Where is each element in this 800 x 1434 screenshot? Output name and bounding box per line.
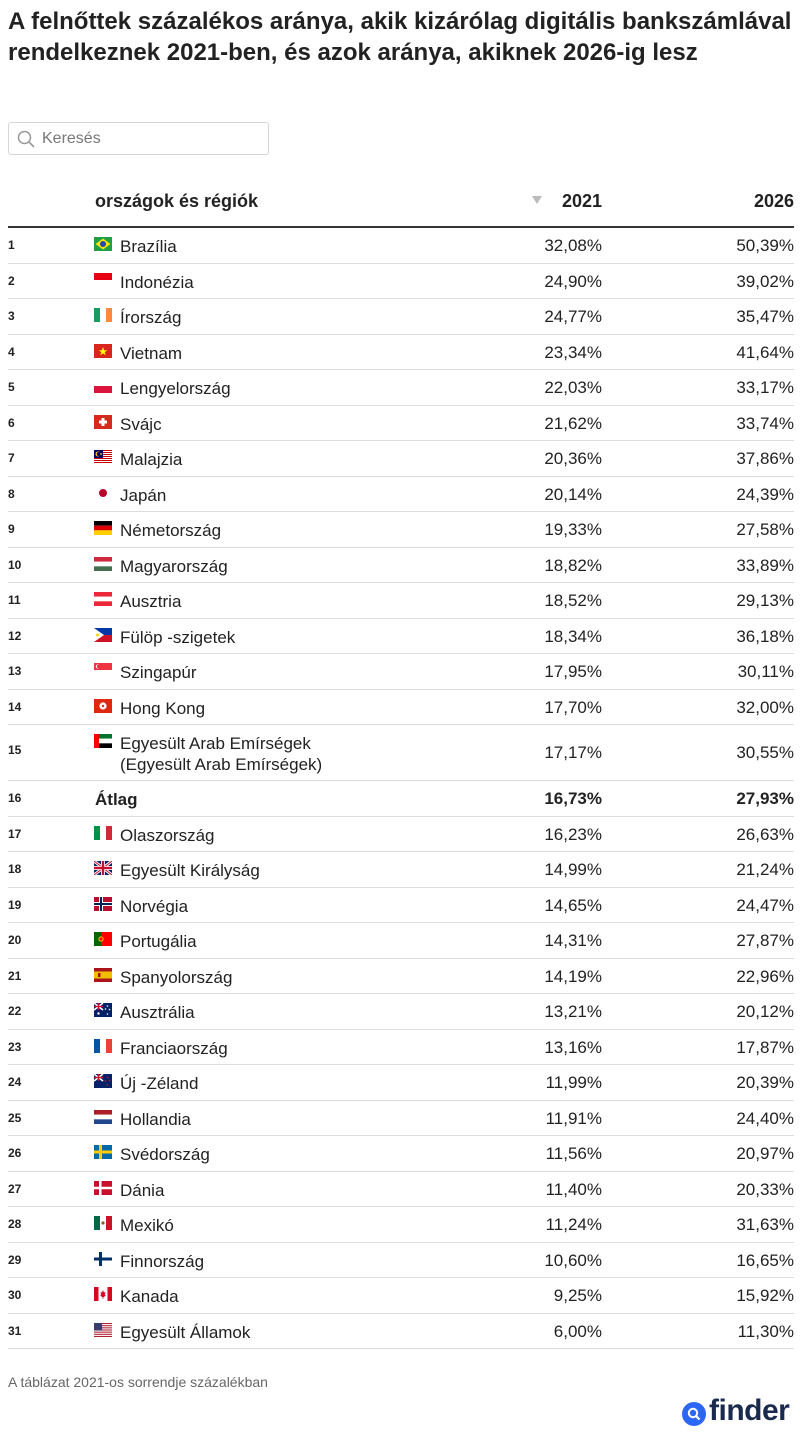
row-country-name: Malajzia (120, 450, 183, 469)
row-country-name: Olaszország (120, 825, 215, 845)
row-value-2021: 11,24% (545, 1215, 602, 1234)
row-rank: 18 (8, 862, 22, 876)
mexico-flag-icon (94, 1216, 112, 1230)
table-row (8, 583, 794, 619)
row-country-name: Svájc (120, 414, 162, 434)
table-row (8, 1065, 794, 1101)
table-row (8, 406, 794, 442)
vietnam-flag-icon (94, 344, 112, 358)
row-value-2026: 41,64% (736, 342, 794, 362)
row-value-2021: 22,03% (544, 378, 602, 397)
row-country-name: Egyesült Királyság (120, 861, 260, 880)
spain-flag-icon (94, 968, 112, 982)
row-value-2021: 18,82% (544, 555, 602, 575)
row-country-name: Egyesült Arab Emírségek (Egyesült Arab Emírségek) (120, 734, 323, 774)
row-value-2021: 24,77% (544, 307, 602, 326)
row-value-2021: 16,23% (544, 824, 602, 844)
row-value-2021: 17,70% (544, 697, 602, 717)
row-value-2026: 33,89% (736, 555, 794, 575)
row-country-name: Vietnam (120, 343, 183, 363)
row-value-2021: 13,16% (544, 1037, 602, 1057)
search-icon (17, 130, 35, 148)
table-row (8, 228, 794, 264)
row-country-name: Kanada (120, 1287, 179, 1306)
row-value-2021: 18,34% (544, 626, 602, 646)
row-country-name: Norvégia (120, 896, 189, 916)
finder-logo-icon (682, 1402, 706, 1426)
table-row (8, 264, 794, 300)
indonesia-flag-icon (94, 273, 112, 287)
column-header-2026[interactable]: 2026 (753, 191, 794, 211)
row-value-2021: 11,99% (545, 1073, 602, 1092)
table-row (8, 852, 794, 888)
row-rank: 3 (8, 309, 15, 323)
row-country-name: Magyarország (120, 556, 228, 576)
table-row (8, 725, 794, 781)
table-header (8, 176, 794, 228)
table-row (8, 923, 794, 959)
row-rank: 20 (8, 933, 22, 947)
row-rank: 9 (8, 522, 15, 536)
row-value-2021: 13,21% (544, 1002, 602, 1021)
row-value-2026: 36,18% (736, 626, 794, 646)
row-value-2026: 11,30% (737, 1321, 794, 1341)
row-country-name: Írország (120, 308, 182, 327)
row-country-name: Ausztrália (120, 1003, 195, 1022)
row-value-2021: 24,90% (544, 271, 602, 291)
row-rank: 13 (8, 664, 22, 678)
netherlands-flag-icon (94, 1110, 112, 1124)
row-country-name: Portugália (120, 932, 197, 951)
hongkong-flag-icon (94, 699, 112, 713)
table-row (8, 619, 794, 655)
row-country-name: Átlag (95, 790, 138, 809)
row-value-2026: 33,17% (736, 378, 794, 397)
finder-logo (682, 1394, 794, 1426)
row-value-2026: 24,39% (736, 484, 794, 504)
newzealand-flag-icon (94, 1074, 112, 1088)
table-row (8, 1172, 794, 1208)
germany-flag-icon (94, 521, 112, 535)
row-country-name: Svédország (120, 1145, 210, 1164)
row-rank: 2 (8, 273, 15, 288)
row-value-2026: 20,33% (736, 1179, 794, 1199)
malaysia-flag-icon (94, 450, 112, 464)
singapore-flag-icon (94, 663, 112, 677)
row-value-2026: 20,97% (736, 1144, 794, 1163)
row-rank: 15 (8, 743, 22, 757)
row-value-2021: 14,65% (544, 895, 602, 915)
row-value-2021: 20,14% (544, 484, 602, 504)
search-input[interactable] (42, 128, 262, 150)
row-value-2026: 50,39% (736, 236, 794, 255)
row-value-2021: 14,31% (544, 931, 602, 950)
row-value-2021: 10,60% (544, 1250, 602, 1270)
row-value-2026: 21,24% (736, 860, 794, 879)
brazil-flag-icon (94, 237, 112, 251)
table-row (8, 1207, 794, 1243)
table-row (8, 335, 794, 371)
table-row (8, 477, 794, 513)
row-value-2021: 16,73% (544, 789, 602, 808)
row-rank: 26 (8, 1146, 22, 1160)
row-country-name: Egyesült Államok (120, 1322, 251, 1342)
table-row (8, 817, 794, 853)
table-row (8, 959, 794, 995)
row-country-name: Lengyelország (120, 379, 231, 398)
row-value-2026: 20,12% (736, 1002, 794, 1021)
uk-flag-icon (94, 861, 112, 875)
row-rank: 17 (8, 826, 22, 841)
table-row (8, 441, 794, 477)
row-value-2021: 17,17% (544, 743, 602, 762)
table-row (8, 1030, 794, 1066)
usa-flag-icon (94, 1323, 112, 1337)
row-value-2021: 21,62% (544, 413, 602, 433)
row-rank: 25 (8, 1110, 22, 1125)
finder-logo-text: finder (709, 1394, 790, 1427)
table-row (8, 299, 794, 335)
row-rank: 8 (8, 486, 15, 501)
row-value-2026: 33,74% (736, 413, 794, 433)
table-row (8, 1278, 794, 1314)
row-value-2021: 11,40% (545, 1179, 602, 1199)
portugal-flag-icon (94, 932, 112, 946)
table-row (8, 1101, 794, 1137)
row-value-2026: 32,00% (736, 697, 794, 717)
table-row (8, 654, 794, 690)
row-rank: 28 (8, 1217, 22, 1231)
row-rank: 11 (8, 593, 21, 607)
row-rank: 5 (8, 380, 15, 394)
sort-arrow-icon[interactable] (532, 196, 542, 204)
row-country-name: Új -Zéland (120, 1074, 199, 1093)
row-value-2026: 27,58% (736, 520, 794, 539)
row-value-2021: 6,00% (553, 1321, 602, 1341)
poland-flag-icon (94, 379, 112, 393)
row-rank: 7 (8, 451, 15, 465)
row-rank: 6 (8, 415, 15, 430)
switzerland-flag-icon (94, 415, 112, 429)
row-rank: 16 (8, 791, 22, 805)
table-row (8, 370, 794, 406)
italy-flag-icon (94, 826, 112, 840)
row-value-2026: 15,92% (736, 1286, 794, 1305)
table-row (8, 512, 794, 548)
row-value-2021: 23,34% (544, 342, 602, 362)
ireland-flag-icon (94, 308, 112, 322)
row-value-2026: 24,40% (736, 1108, 794, 1128)
row-country-name: Németország (120, 521, 222, 540)
table-row (8, 1136, 794, 1172)
row-value-2026: 35,47% (736, 307, 794, 326)
row-rank: 12 (8, 628, 22, 643)
row-value-2026: 26,63% (736, 824, 794, 844)
row-rank: 1 (8, 238, 15, 252)
row-country-name: Franciaország (120, 1038, 228, 1058)
row-rank: 23 (8, 1039, 22, 1054)
table-row (8, 690, 794, 726)
norway-flag-icon (94, 897, 112, 911)
row-rank: 27 (8, 1181, 22, 1196)
row-rank: 19 (8, 897, 22, 912)
column-header-country[interactable]: országok és régiók (95, 191, 259, 211)
row-rank: 14 (8, 699, 22, 714)
austria-flag-icon (94, 592, 112, 606)
table-row (8, 888, 794, 924)
denmark-flag-icon (94, 1181, 112, 1195)
row-value-2021: 20,36% (544, 449, 602, 468)
row-country-name: Hollandia (120, 1109, 191, 1129)
page-title: A felnőttek százalékos aránya, akik kizárólag digitális bankszámlával rendelkeznek 2021-ben, és azok aránya, akiknek 2026-ig lesz (8, 8, 792, 66)
row-value-2026: 30,55% (736, 743, 794, 762)
row-value-2026: 30,11% (737, 662, 794, 681)
row-value-2021: 32,08% (544, 236, 602, 255)
row-value-2026: 24,47% (736, 895, 794, 915)
row-value-2021: 9,25% (553, 1286, 602, 1305)
row-rank: 30 (8, 1288, 22, 1302)
row-value-2026: 20,39% (736, 1073, 794, 1092)
footnote: A táblázat 2021-os sorrendje százalékban (8, 1374, 268, 1390)
column-header-2021[interactable]: 2021 (561, 191, 602, 211)
row-rank: 4 (8, 344, 15, 359)
row-country-name: Brazília (120, 237, 177, 256)
row-value-2026: 31,63% (736, 1215, 794, 1234)
france-flag-icon (94, 1039, 112, 1053)
table-row (8, 781, 794, 817)
row-value-2026: 39,02% (736, 271, 794, 291)
table-body (8, 228, 794, 1349)
row-country-name: Fülöp -szigetek (120, 627, 236, 647)
row-value-2021: 19,33% (544, 520, 602, 539)
row-rank: 29 (8, 1252, 22, 1267)
row-country-name: Finnország (120, 1251, 205, 1271)
row-country-name: Mexikó (120, 1216, 174, 1235)
australia-flag-icon (94, 1003, 112, 1017)
finland-flag-icon (94, 1252, 112, 1266)
row-rank: 31 (8, 1323, 22, 1338)
row-value-2021: 18,52% (544, 591, 602, 610)
row-value-2026: 16,65% (736, 1250, 794, 1270)
search-box[interactable] (8, 122, 269, 155)
philippines-flag-icon (94, 628, 112, 642)
row-value-2026: 29,13% (736, 591, 794, 610)
row-country-name: Ausztria (120, 592, 182, 611)
row-country-name: Japán (120, 485, 167, 505)
row-rank: 10 (8, 557, 22, 572)
row-value-2026: 27,93% (736, 789, 794, 808)
table-row (8, 1243, 794, 1279)
row-value-2026: 37,86% (736, 449, 794, 468)
row-country-name: Szingapúr (120, 663, 197, 682)
table-row (8, 1314, 794, 1350)
table-row (8, 548, 794, 584)
table-row (8, 994, 794, 1030)
row-country-name: Hong Kong (120, 698, 206, 718)
japan-flag-icon (94, 486, 112, 500)
row-rank: 21 (8, 968, 22, 983)
row-value-2021: 17,95% (544, 662, 602, 681)
hungary-flag-icon (94, 557, 112, 571)
row-value-2026: 22,96% (736, 966, 794, 986)
row-country-name: Indonézia (120, 272, 194, 292)
row-country-name: Dánia (120, 1180, 165, 1200)
row-value-2021: 11,56% (545, 1144, 602, 1163)
row-value-2021: 14,99% (544, 860, 602, 879)
row-value-2021: 11,91% (545, 1108, 602, 1128)
uae-flag-icon (94, 734, 112, 748)
sweden-flag-icon (94, 1145, 112, 1159)
row-value-2026: 27,87% (736, 931, 794, 950)
row-rank: 24 (8, 1075, 22, 1089)
row-value-2026: 17,87% (736, 1037, 794, 1057)
row-country-name: Spanyolország (120, 967, 233, 987)
row-value-2021: 14,19% (544, 966, 602, 986)
row-rank: 22 (8, 1004, 22, 1018)
canada-flag-icon (94, 1287, 112, 1301)
